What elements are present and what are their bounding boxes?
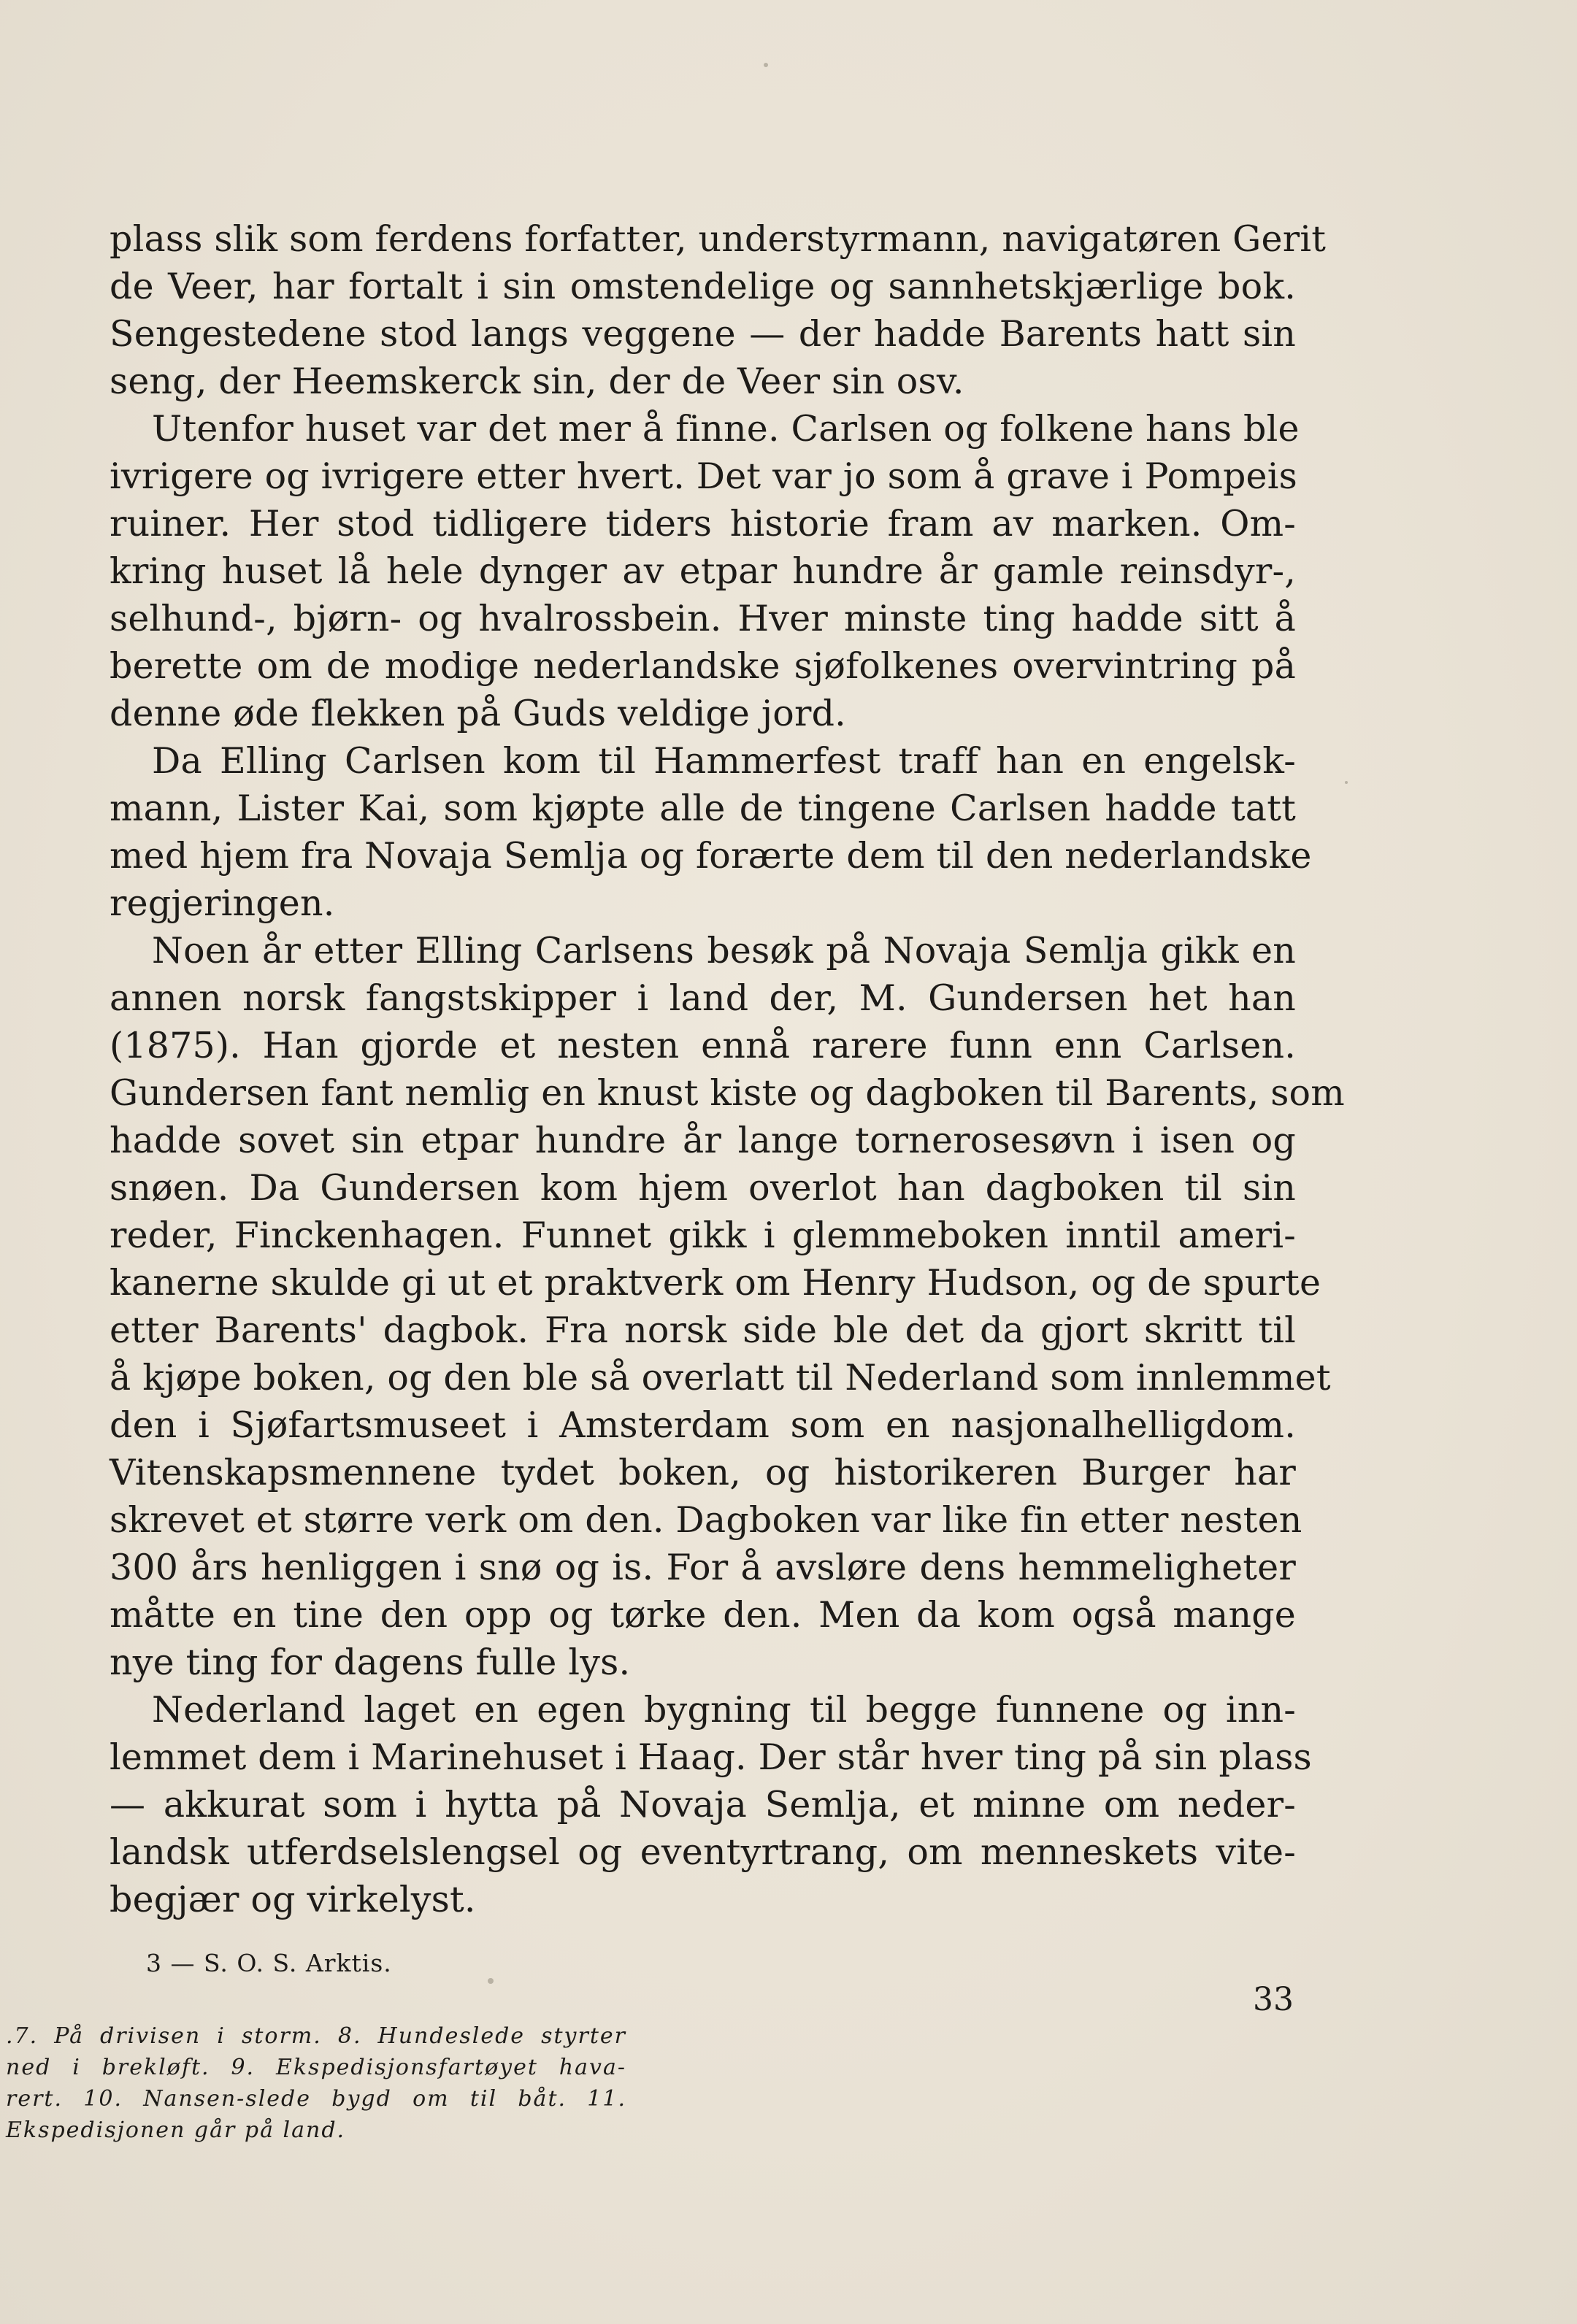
text-line: 300 års henliggen i snø og is. For å avsløre dens hemmeligheter <box>110 1547 1296 1588</box>
text-line: denne øde flekken på Guds veldige jord. <box>110 693 846 734</box>
text-line: plass slik som ferdens forfatter, understyrmann, navigatøren Gerit <box>110 218 1327 260</box>
text-line: reder, Finckenhagen. Funnet gikk i glemmeboken inntil ameri- <box>110 1215 1296 1256</box>
text-line: Noen år etter Elling Carlsens besøk på Novaja Semlja gikk en <box>152 930 1296 971</box>
text-line: (1875). Han gjorde et nesten ennå rarere funn enn Carlsen. <box>110 1025 1296 1066</box>
caption-line: rert. 10. Nansen-slede bygd om til båt. 11. <box>6 2086 626 2112</box>
page-number: 33 <box>1253 1981 1294 2018</box>
figure-caption <box>6 2020 626 2146</box>
text-line: snøen. Da Gundersen kom hjem overlot han dagboken til sin <box>110 1167 1296 1209</box>
text-line: Vitenskapsmennene tydet boken, og historikeren Burger har <box>110 1452 1296 1493</box>
paper-speck <box>1345 781 1348 784</box>
text-line: selhund-, bjørn- og hvalrossbein. Hver minste ting hadde sitt å <box>110 598 1296 639</box>
text-line: de Veer, har fortalt i sin omstendelige og sannhetskjærlige bok. <box>110 266 1296 307</box>
text-line: med hjem fra Novaja Semlja og forærte dem til den nederlandske <box>110 835 1312 877</box>
text-line: ruiner. Her stod tidligere tiders historie fram av marken. Om- <box>110 503 1296 545</box>
text-line: hadde sovet sin etpar hundre år lange tornerosesøvn i isen og <box>110 1120 1296 1161</box>
text-line: berette om de modige nederlandske sjøfolkenes overvintring på <box>110 645 1296 687</box>
text-line: seng, der Heemskerck sin, der de Veer sin osv. <box>110 361 964 402</box>
text-line: skrevet et større verk om den. Dagboken var like fin etter nesten <box>110 1499 1302 1541</box>
paper-speck <box>488 1978 494 1984</box>
text-line: lemmet dem i Marinehuset i Haag. Der står hver ting på sin plass <box>110 1736 1312 1778</box>
text-line: etter Barents' dagbok. Fra norsk side ble det da gjort skritt til <box>110 1309 1296 1351</box>
caption-line: Ekspedisjonen går på land. <box>6 2117 346 2143</box>
text-line: begjær og virkelyst. <box>110 1879 476 1920</box>
caption-line: ned i brekløft. 9. Ekspedisjonsfartøyet hava- <box>6 2055 626 2080</box>
text-line: Gundersen fant nemlig en knust kiste og dagboken til Barents, som <box>110 1072 1345 1114</box>
text-line: landsk utferdselslengsel og eventyrtrang, om menneskets vite- <box>110 1831 1296 1873</box>
text-line: annen norsk fangstskipper i land der, M. Gundersen het han <box>110 977 1296 1019</box>
signature-mark: 3 — S. O. S. Arktis. <box>146 1949 392 1977</box>
caption-line: .7. På drivisen i storm. 8. Hundeslede styrter <box>6 2023 626 2049</box>
text-line: den i Sjøfartsmuseet i Amsterdam som en nasjonalhelligdom. <box>110 1404 1296 1446</box>
paper-speck <box>764 63 768 67</box>
text-line: Utenfor huset var det mer å finne. Carlsen og folkene hans ble <box>152 408 1300 450</box>
text-line: kanerne skulde gi ut et praktverk om Henry Hudson, og de spurte <box>110 1262 1321 1304</box>
body-text <box>110 215 1345 1923</box>
text-line: kring huset lå hele dynger av etpar hundre år gamle reinsdyr-, <box>110 550 1296 592</box>
text-line: Nederland laget en egen bygning til begge funnene og inn- <box>152 1689 1296 1731</box>
text-line: regjeringen. <box>110 882 335 924</box>
text-line: måtte en tine den opp og tørke den. Men da kom også mange <box>110 1594 1296 1636</box>
text-line: nye ting for dagens fulle lys. <box>110 1642 631 1683</box>
text-line: ivrigere og ivrigere etter hvert. Det var jo som å grave i Pompeis <box>110 455 1297 497</box>
text-line: å kjøpe boken, og den ble så overlatt til Nederland som innlemmet <box>110 1357 1331 1398</box>
text-line: mann, Lister Kai, som kjøpte alle de tingene Carlsen hadde tatt <box>110 788 1296 829</box>
text-line: Sengestedene stod langs veggene — der hadde Barents hatt sin <box>110 313 1296 355</box>
text-line: Da Elling Carlsen kom til Hammerfest traff han en engelsk- <box>152 740 1296 782</box>
text-line: — akkurat som i hytta på Novaja Semlja, et minne om neder- <box>110 1784 1296 1825</box>
